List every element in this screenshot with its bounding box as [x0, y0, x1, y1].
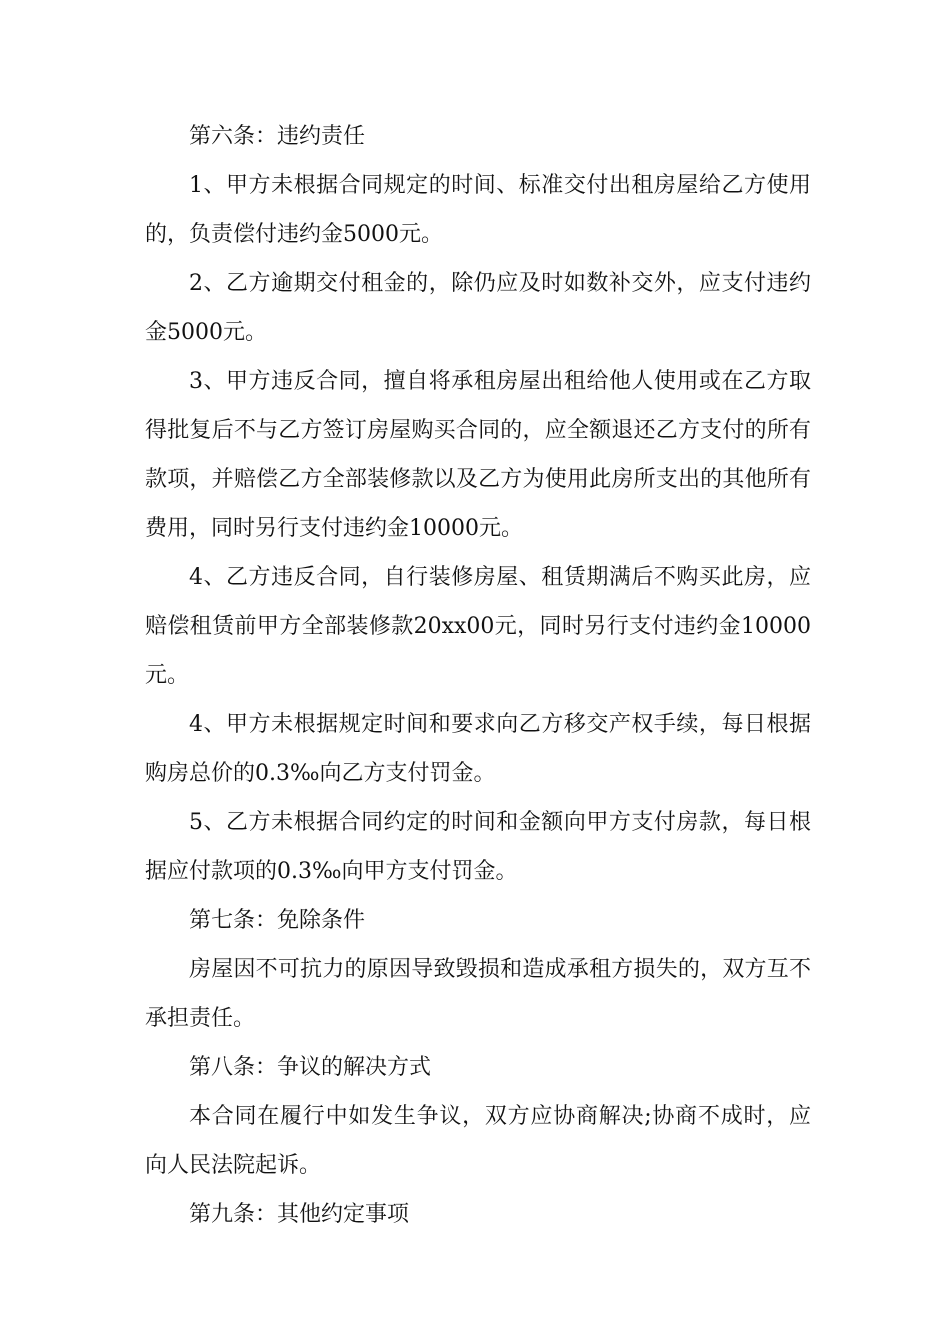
article-7-text: 房屋因不可抗力的原因导致毁损和造成承租方损失的，双方互不承担责任。 [145, 957, 811, 1031]
article-6-clause-4b: 4、甲方未根据规定时间和要求向乙方移交产权手续，每日根据购房总价的0.3‰向乙方支付罚金。 [145, 712, 811, 786]
article-7-heading: 第七条：免除条件 [189, 908, 366, 933]
article-9-heading: 第九条：其他约定事项 [189, 1202, 410, 1227]
article-8-text: 本合同在履行中如发生争议，双方应协商解决;协商不成时，应向人民法院起诉。 [145, 1104, 811, 1178]
article-6-clause-2: 2、乙方逾期交付租金的，除仍应及时如数补交外，应支付违约金5000元。 [145, 271, 811, 345]
article-6-clause-4a: 4、乙方违反合同，自行装修房屋、租赁期满后不购买此房，应赔偿租赁前甲方全部装修款20xx00元，同时另行支付违约金10000元。 [145, 565, 811, 688]
article-6-heading: 第六条：违约责任 [189, 124, 366, 149]
article-6-clause-1: 1、甲方未根据合同规定的时间、标准交付出租房屋给乙方使用的，负责偿付违约金5000元。 [145, 173, 811, 247]
article-6-clause-5: 5、乙方未根据合同约定的时间和金额向甲方支付房款，每日根据应付款项的0.3‰向甲方支付罚金。 [145, 810, 811, 884]
article-6-clause-3: 3、甲方违反合同，擅自将承租房屋出租给他人使用或在乙方取得批复后不与乙方签订房屋购买合同的，应全额退还乙方支付的所有款项，并赔偿乙方全部装修款以及乙方为使用此房所支出的其他所有费用，同时另行支付违约金10000元。 [145, 369, 811, 541]
article-8-heading: 第八条：争议的解决方式 [189, 1055, 432, 1080]
document-body [145, 112, 811, 1239]
